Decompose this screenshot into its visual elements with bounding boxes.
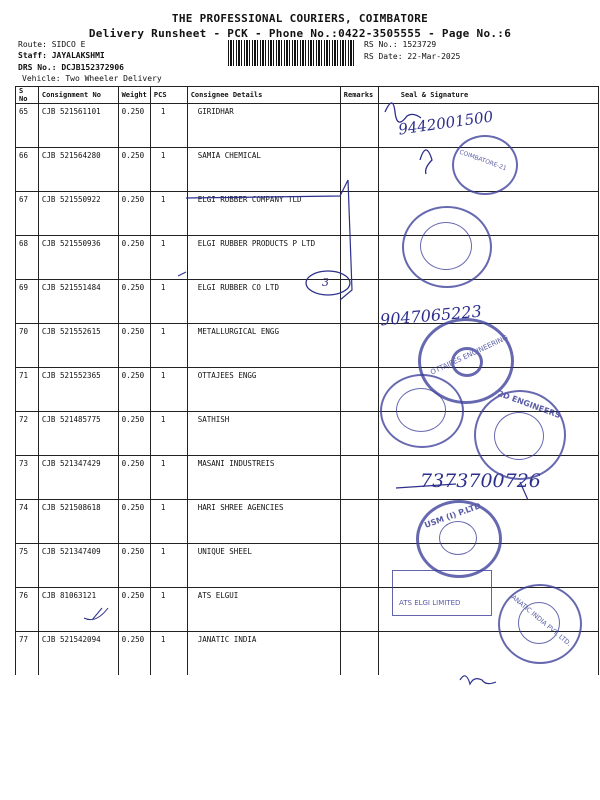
consignment-cell: CJB 521347429	[38, 456, 118, 500]
handwritten-phone-1: 9442001500	[397, 107, 495, 139]
consignee-cell: ELGI RUBBER COMPANY TLD	[187, 192, 340, 236]
consignment-cell: CJB 521508618	[38, 500, 118, 544]
seal-stamp-satish	[380, 374, 464, 448]
consignee-cell: GIRIDHAR	[187, 104, 340, 148]
pcs-cell: 1	[150, 500, 187, 544]
rs-number: RS No.: 1523729	[364, 40, 437, 49]
consignee-cell: ELGI RUBBER PRODUCTS P LTD	[187, 236, 340, 280]
seal-stamp-ats-elgi: ATS ELGI LIMITED	[392, 570, 492, 616]
consignment-cell: CJB 521542094	[38, 632, 118, 676]
sno-cell: 72	[16, 412, 39, 456]
seal-stamp-elgi	[402, 206, 492, 288]
seal-stamp-janatic: JANATIC INDIA PVT. LTD.	[498, 584, 582, 664]
handwritten-phone-2: 9047065223	[379, 301, 483, 330]
col-weight: Weight	[118, 87, 150, 104]
weight-cell: 0.250	[118, 368, 150, 412]
weight-cell: 0.250	[118, 192, 150, 236]
sno-cell: 75	[16, 544, 39, 588]
sno-cell: 68	[16, 236, 39, 280]
sno-cell: 67	[16, 192, 39, 236]
pcs-cell: 1	[150, 104, 187, 148]
sno-cell: 70	[16, 324, 39, 368]
consignee-cell: JANATIC INDIA	[187, 632, 340, 676]
consignment-cell: CJB 521552615	[38, 324, 118, 368]
consignment-cell: CJB 521347409	[38, 544, 118, 588]
consignment-cell: CJB 81063121	[38, 588, 118, 632]
staff-label: Staff: JAYALAKSHMI	[18, 51, 105, 60]
sno-cell: 77	[16, 632, 39, 676]
col-consignee: Consignee Details	[187, 87, 340, 104]
sno-cell: 69	[16, 280, 39, 324]
consignment-cell: CJB 521551484	[38, 280, 118, 324]
consignment-cell: CJB 521561101	[38, 104, 118, 148]
col-consignment: Consignment No	[38, 87, 118, 104]
consignment-cell: CJB 521552365	[38, 368, 118, 412]
route-label: Route: SIDCO E	[18, 40, 86, 49]
drs-number: DRS No.: DCJB152372906	[18, 63, 124, 72]
consignee-cell: OTTAJEES ENGG	[187, 368, 340, 412]
sno-cell: 71	[16, 368, 39, 412]
weight-cell: 0.250	[118, 588, 150, 632]
weight-cell: 0.250	[118, 104, 150, 148]
runsheet-title: Delivery Runsheet - PCK - Phone No.:0422-3505555 - Page No.:6	[88, 27, 512, 40]
weight-cell: 0.250	[118, 280, 150, 324]
vehicle-label: Vehicle: Two Wheeler Delivery	[22, 74, 162, 83]
pcs-cell: 1	[150, 368, 187, 412]
weight-cell: 0.250	[118, 148, 150, 192]
seal-stamp-usm: USM (I) P.LTD	[416, 500, 502, 578]
seal-stamp-ottajees: OTTAJEES ENGINEERING	[418, 318, 514, 404]
consignee-cell: ELGI RUBBER CO LTD	[187, 280, 340, 324]
seal-stamp-coimbatore: COIMBATORE-21	[452, 135, 518, 195]
pcs-cell: 1	[150, 280, 187, 324]
sno-cell: 74	[16, 500, 39, 544]
pcs-cell: 1	[150, 456, 187, 500]
pcs-cell: 1	[150, 324, 187, 368]
weight-cell: 0.250	[118, 632, 150, 676]
consignment-cell: CJB 521564280	[38, 148, 118, 192]
weight-cell: 0.250	[118, 544, 150, 588]
col-sno: S No	[16, 87, 39, 104]
weight-cell: 0.250	[118, 412, 150, 456]
consignee-cell: HARI SHREE AGENCIES	[187, 500, 340, 544]
circled-count: 3	[322, 276, 329, 289]
consignee-cell: METALLURGICAL ENGG	[187, 324, 340, 368]
consignee-cell: MASANI INDUSTREIS	[187, 456, 340, 500]
pcs-cell: 1	[150, 236, 187, 280]
consignment-cell: CJB 521485775	[38, 412, 118, 456]
sno-cell: 76	[16, 588, 39, 632]
rs-date: RS Date: 22-Mar-2025	[364, 52, 461, 61]
sno-cell: 73	[16, 456, 39, 500]
consignment-cell: CJB 521550922	[38, 192, 118, 236]
col-remarks: Remarks	[340, 87, 378, 104]
handwritten-phone-3: 7373700726	[420, 470, 541, 492]
consignee-cell: UNIQUE SHEEL	[187, 544, 340, 588]
weight-cell: 0.250	[118, 500, 150, 544]
seal-stamp-2d-engineers: 2D ENGINEERS	[474, 390, 566, 480]
col-seal: Seal & Signature	[378, 87, 598, 104]
company-title: THE PROFESSIONAL COURIERS, COIMBATORE	[171, 12, 429, 25]
pcs-cell: 1	[150, 148, 187, 192]
consignee-cell: SAMIA CHEMICAL	[187, 148, 340, 192]
pcs-cell: 1	[150, 632, 187, 676]
weight-cell: 0.250	[118, 456, 150, 500]
pcs-cell: 1	[150, 412, 187, 456]
pcs-cell: 1	[150, 588, 187, 632]
consignee-cell: ATS ELGUI	[187, 588, 340, 632]
sno-cell: 65	[16, 104, 39, 148]
pcs-cell: 1	[150, 544, 187, 588]
col-pcs: PCS	[150, 87, 187, 104]
sno-cell: 66	[16, 148, 39, 192]
consignment-cell: CJB 521550936	[38, 236, 118, 280]
consignee-cell: SATHISH	[187, 412, 340, 456]
weight-cell: 0.250	[118, 236, 150, 280]
pcs-cell: 1	[150, 192, 187, 236]
weight-cell: 0.250	[118, 324, 150, 368]
